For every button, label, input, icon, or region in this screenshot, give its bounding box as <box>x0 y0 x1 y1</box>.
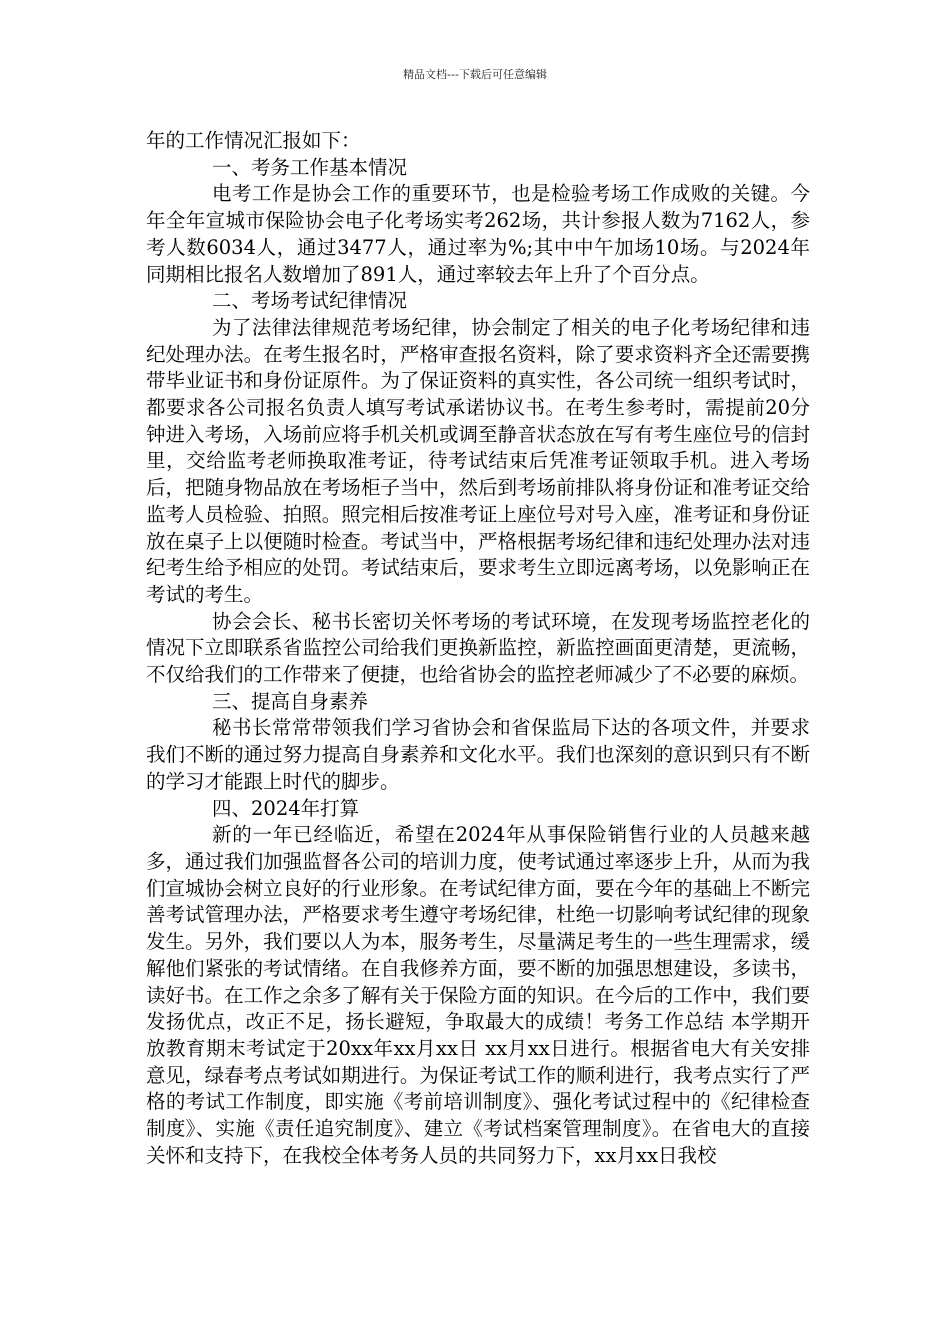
section-heading-2: 二、考场考试纪律情况 <box>212 289 408 313</box>
section-heading-3: 三、提高自身素养 <box>212 689 369 713</box>
paragraph-exam-discipline: 为了法律法律规范考场纪律，协会制定了相关的电子化考场纪律和违纪处理办法。在考生报名时，严格审查报名资料，除了要求资料齐全还需要携带毕业证书和身份证原件。为了保证资料的真实性，各公司统一组织考试时，都要求各公司报名负责人填写考试承诺协议书。在考生参考时，需提前20分钟进入考场，入场前应将手机关机或调至静音状态放在写有考生座位号的信封里，交给监考老师换取准考证，待考试结束后凭准考证领取手机。进入考场后，把随身物品放在考场柜子当中，然后到考场前排队将身份证和准考证交给监考人员检验、拍照。照完相后按准考证上座位号对号入座，准考证和身份证放在桌子上以便随时检查。考试当中，严格根据考场纪律和违纪处理办法对违纪考生给予相应的处罚。考试结束后，要求考生立即远离考场，以免影响正在考试的考生。 <box>146 315 810 606</box>
paragraph-intro: 年的工作情况汇报如下： <box>146 129 361 152</box>
document-body <box>146 128 810 1169</box>
section-heading-1: 一、考务工作基本情况 <box>212 155 408 179</box>
section-heading-4: 四、2024年打算 <box>212 796 360 820</box>
paragraph-self-improvement: 秘书长常常带领我们学习省协会和省保监局下达的各项文件，并要求我们不断的通过努力提高自身素养和文化水平。我们也深刻的意识到只有不断的学习才能跟上时代的脚步。 <box>146 716 810 793</box>
paragraph-monitoring: 协会会长、秘书长密切关怀考场的考试环境，在发现考场监控老化的情况下立即联系省监控公司给我们更换新监控，新监控画面更清楚，更流畅，不仅给我们的工作带来了便捷，也给省协会的监控老师减少了不必要的麻烦。 <box>146 609 810 687</box>
paragraph-exam-overview: 电考工作是协会工作的重要环节，也是检验考场工作成败的关键。今年全年宣城市保险协会电子化考场实考262场，共计参报人数为7162人，参考人数6034人，通过3477人，通过率为%;其中中午加场10场。与2024年同期相比报名人数增加了891人，通过率较去年上升了个百分点。 <box>146 182 810 286</box>
page-header: 精品文档---下载后可任意编辑 <box>403 68 547 81</box>
paragraph-plans: 新的一年已经临近，希望在2024年从事保险销售行业的人员越来越多，通过我们加强监督各公司的培训力度，使考试通过率逐步上升，从而为我们宣城协会树立良好的行业形象。在考试纪律方面，要在今年的基础上不断完善考试管理办法，严格要求考生遵守考场纪律，杜绝一切影响考试纪律的现象发生。另外，我们要以人为本，服务考生，尽量满足考生的一些生理需求，缓解他们紧张的考试情绪。在自我修养方面，要不断的加强思想建设，多读书，读好书。在工作之余多了解有关于保险方面的知识。在今后的工作中，我们要发扬优点，改正不足，扬长避短，争取最大的成绩！考务工作总结 本学期开放教育期末考试定于20xx年xx月xx日 xx月xx日进行。根据省电大有关安排意见，绿春考点考试如期进行。为保证考试工作的顺利进行，我考点实行了严格的考试工作制度，即实施《考前培训制度》、强化考试过程中的《纪律检查制度》、实施《责任追究制度》、建立《考试档案管理制度》。在省电大的直接关怀和支持下，在我校全体考务人员的共同努力下，xx月xx日我校 <box>146 823 810 1167</box>
